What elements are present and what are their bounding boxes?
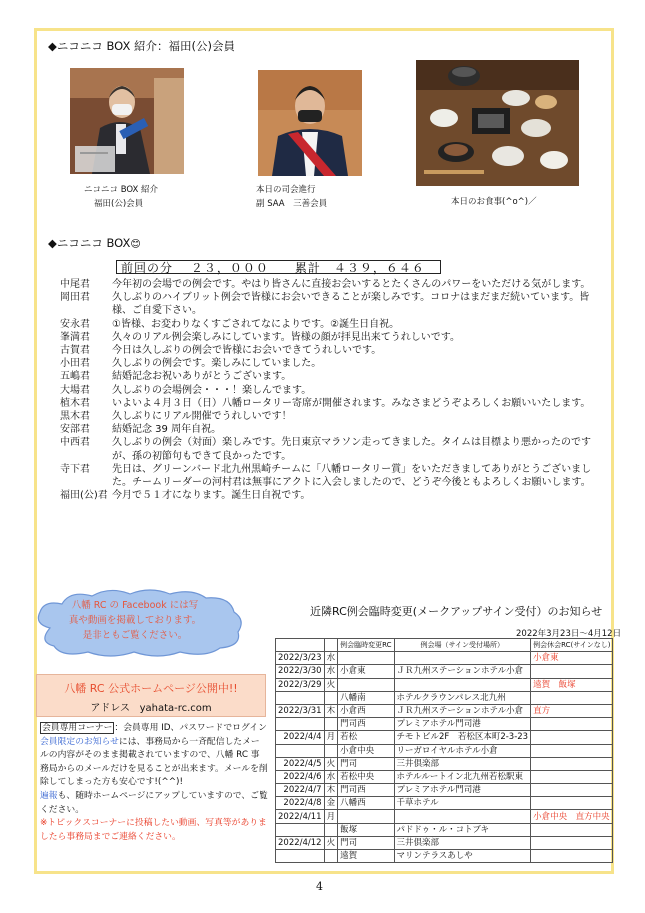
member-message: 結婚記念お祝いありがとうございます。 xyxy=(112,371,292,383)
member-name: 福田(公)君 xyxy=(60,490,108,502)
row-date xyxy=(276,718,325,731)
row-closed: 遠賀 飯塚 xyxy=(531,678,613,691)
table-row xyxy=(276,797,613,810)
members-notice-link[interactable]: 会員限定のお知らせ xyxy=(40,736,119,747)
row-club: 八幡西 xyxy=(338,797,394,810)
list-item xyxy=(60,357,600,370)
row-date: 2022/4/4 xyxy=(276,731,325,744)
member-name: 五嶋君 xyxy=(60,371,90,383)
photo1-caption-line1: ニコニコ BOX 紹介 xyxy=(84,185,159,195)
row-club xyxy=(338,652,394,665)
table-row xyxy=(276,810,613,823)
row-weekday xyxy=(324,744,338,757)
row-date xyxy=(276,850,325,863)
row-date: 2022/4/8 xyxy=(276,797,325,810)
bulletin-link[interactable]: 遍報 xyxy=(40,790,58,801)
member-message: 今月で５１才になります。誕生日自祝です。 xyxy=(112,490,311,502)
row-closed: 小倉中央 直方中央 xyxy=(531,810,613,823)
row-closed: 小倉東 xyxy=(531,652,613,665)
row-club: 飯塚 xyxy=(338,823,394,836)
row-closed xyxy=(531,836,613,849)
row-weekday: 月 xyxy=(324,731,338,744)
row-club: 門司西 xyxy=(338,784,394,797)
row-venue: ホテルクラウンパレス北九州 xyxy=(394,691,531,704)
list-item xyxy=(60,423,600,436)
members-text3: も、随時ホームページにアップしていますので、ご覧ください。 xyxy=(40,790,268,815)
row-club xyxy=(338,678,394,691)
row-weekday xyxy=(324,850,338,863)
row-weekday: 水 xyxy=(324,770,338,783)
row-weekday xyxy=(324,718,338,731)
meal-photo xyxy=(416,60,579,186)
row-date: 2022/3/31 xyxy=(276,704,325,717)
facebook-line3: 是非ともご覧ください。 xyxy=(82,630,188,641)
speaker-photo xyxy=(70,68,184,174)
row-date: 2022/3/23 xyxy=(276,652,325,665)
row-club: 小倉中央 xyxy=(338,744,394,757)
row-date: 2022/4/6 xyxy=(276,770,325,783)
row-venue xyxy=(394,810,531,823)
row-club: 若松 xyxy=(338,731,394,744)
row-closed xyxy=(531,665,613,678)
row-venue: マリンテラスあしや xyxy=(394,850,531,863)
table-row xyxy=(276,691,613,704)
list-item xyxy=(60,291,600,317)
row-venue: 三井倶楽部 xyxy=(394,836,531,849)
row-club: 若松中央 xyxy=(338,770,394,783)
row-weekday: 火 xyxy=(324,836,338,849)
photo2-caption-line1: 本日の司会進行 xyxy=(256,185,316,195)
row-closed xyxy=(531,823,613,836)
table-row xyxy=(276,731,613,744)
facebook-line1: 八幡 RC の Facebook には写 xyxy=(71,600,199,611)
row-venue: 千草ホテル xyxy=(394,797,531,810)
member-message: 結婚記念 39 周年自祝。 xyxy=(112,424,222,436)
member-name: 中西君 xyxy=(60,437,90,449)
row-club: 門司 xyxy=(338,757,394,770)
row-venue: ＪＲ九州ステーションホテル小倉 xyxy=(394,665,531,678)
member-name: 大場君 xyxy=(60,384,90,396)
schedule-period: 2022年3月23日～4月12日 xyxy=(516,629,622,639)
table-header-row xyxy=(276,639,613,652)
table-row xyxy=(276,652,613,665)
row-closed xyxy=(531,784,613,797)
members-text1: ：会員専用 ID、パスワードでログイン xyxy=(114,723,267,733)
homepage-url-link[interactable]: yahata-rc.com xyxy=(139,703,212,714)
member-name: 植木君 xyxy=(60,397,90,409)
table-row xyxy=(276,823,613,836)
row-club: 小倉東 xyxy=(338,665,394,678)
totals-box: 前回の分 ２３，０００ 累計 ４３９，６４６ xyxy=(116,260,441,274)
schedule-title: 近隣RC例会臨時変更(メークアップサイン受付）のお知らせ xyxy=(310,605,603,618)
row-venue: チモトビル2F 若松区本町2-3-23 xyxy=(394,731,531,744)
header-weekday xyxy=(324,639,338,652)
list-item xyxy=(60,278,600,291)
member-message: 久しぶりのハイブリット例会で皆様にお会いできることが楽しみです。コロナはまだまだ続いています。皆様、ご自愛下さい。 xyxy=(112,292,590,317)
row-weekday: 木 xyxy=(324,704,338,717)
row-weekday: 水 xyxy=(324,652,338,665)
table-row xyxy=(276,718,613,731)
row-closed xyxy=(531,797,613,810)
row-venue: プレミアホテル門司港 xyxy=(394,718,531,731)
list-item xyxy=(60,331,600,344)
photo3-caption: 本日のお食事(^o^)／ xyxy=(451,197,537,207)
row-closed xyxy=(531,770,613,783)
member-name: 黒木君 xyxy=(60,411,90,423)
row-date: 2022/4/11 xyxy=(276,810,325,823)
section-title-nikoniko-box xyxy=(48,235,141,251)
header-closed: 例会休会RC(サインなし) xyxy=(531,639,613,652)
table-row xyxy=(276,678,613,691)
address-label: アドレス xyxy=(90,703,131,714)
row-venue xyxy=(394,652,531,665)
row-venue: リーガロイヤルホテル小倉 xyxy=(394,744,531,757)
photo2-caption-line2: 副 SAA 三善会員 xyxy=(256,199,328,209)
row-venue: ＪＲ九州ステーションホテル小倉 xyxy=(394,704,531,717)
facebook-notice xyxy=(45,598,225,643)
table-row xyxy=(276,784,613,797)
row-closed: 直方 xyxy=(531,704,613,717)
row-closed xyxy=(531,757,613,770)
list-item xyxy=(60,410,600,423)
row-date: 2022/4/7 xyxy=(276,784,325,797)
list-item xyxy=(60,384,600,397)
member-name: 安部君 xyxy=(60,424,90,436)
row-date: 2022/3/29 xyxy=(276,678,325,691)
member-name: 中尾君 xyxy=(60,279,90,290)
row-weekday: 金 xyxy=(324,797,338,810)
row-date xyxy=(276,744,325,757)
table-row xyxy=(276,850,613,863)
row-closed xyxy=(531,731,613,744)
row-date: 2022/4/12 xyxy=(276,836,325,849)
member-name: 安永君 xyxy=(60,318,90,330)
row-closed xyxy=(531,744,613,757)
member-name: 古賀君 xyxy=(60,345,90,357)
member-name: 寺下君 xyxy=(60,463,90,475)
homepage-title: 八幡 RC 公式ホームページ公開中!! xyxy=(64,682,238,695)
row-venue: プレミアホテル門司港 xyxy=(394,784,531,797)
row-club: 門司西 xyxy=(338,718,394,731)
member-message: 久しぶりの例会です。楽しみにしていました。 xyxy=(112,358,322,370)
member-message: 先日は、グリーンバード北九州黒崎チームに「八幡ロータリー賞」をいただきましてありがとうございました。チームリーダーの河村君は無事にアクトに入会しましたので、どうぞ今後ともよろしくお願いします。 xyxy=(112,463,592,489)
member-message: 久々のリアル例会楽しみにしています。皆様の顔が拝見出来てうれしいです。 xyxy=(112,331,460,343)
members-text2: には、事務局から一斉配信したメールの内容がそのまま掲載されていますので、八幡 RC 事務局からのメールだけを見ることが出来ます。メールを削除してしまった方も安心です!(^^)! xyxy=(40,736,268,788)
row-closed xyxy=(531,718,613,731)
row-weekday xyxy=(324,823,338,836)
member-message: 今年初の会場での例会です。やはり皆さんに直接お会いするとたくさんのパワーをいただける気がします。 xyxy=(112,279,591,290)
homepage-banner xyxy=(36,674,266,717)
row-club: 遠賀 xyxy=(338,850,394,863)
table-row xyxy=(276,757,613,770)
members-notice xyxy=(40,722,268,844)
header-venue: 例会場（サイン受付場所） xyxy=(394,639,531,652)
list-item xyxy=(60,397,600,410)
table-row xyxy=(276,836,613,849)
row-weekday: 水 xyxy=(324,665,338,678)
row-weekday: 火 xyxy=(324,757,338,770)
row-weekday: 月 xyxy=(324,810,338,823)
member-message: ①皆様、お変わりなくすごされてなによりです。②誕生日自祝。 xyxy=(112,318,400,330)
row-club: 門司 xyxy=(338,836,394,849)
member-message: いよいよ４月３日（日）八幡ロータリー寄席が開催されます。みなさまどうぞよろしくお願いいたします。 xyxy=(112,397,591,409)
list-item xyxy=(60,370,600,383)
homepage-address-row xyxy=(37,699,265,714)
mc-photo xyxy=(258,70,362,176)
facebook-line2: 真や動画を掲載しております。 xyxy=(68,615,202,626)
table-row xyxy=(276,770,613,783)
list-item xyxy=(60,436,600,462)
list-item xyxy=(60,344,600,357)
header-date xyxy=(276,639,325,652)
row-weekday xyxy=(324,691,338,704)
member-message: 久しぶりの例会（対面）楽しみです。先日東京マラソン走ってきました。タイムは目標より悪かったのですが、孫の初節句もできて良かったです。 xyxy=(112,437,591,462)
row-club: 小倉西 xyxy=(338,704,394,717)
section-title-intro: ◆ニコニコ BOX 紹介：福田(公)会員 xyxy=(48,39,236,53)
row-date: 2022/4/5 xyxy=(276,757,325,770)
member-name: 岡田君 xyxy=(60,292,90,304)
table-row xyxy=(276,665,613,678)
section-title-text: ◆ニコニコ BOX xyxy=(48,236,131,250)
row-venue: ホテルルートイン北九州若松駅東 xyxy=(394,770,531,783)
topics-notice: ※トピックスコーナーに投稿したい動画、写真等がありましたら事務局までご連絡ください。 xyxy=(40,818,267,842)
row-venue: パドドゥ・ル・コトブキ xyxy=(394,823,531,836)
page-number: 4 xyxy=(316,880,323,893)
list-item xyxy=(60,489,600,502)
members-corner-label: 会員専用コーナー xyxy=(42,723,113,733)
member-name: 峯満君 xyxy=(60,331,90,343)
list-item xyxy=(60,318,600,331)
row-closed xyxy=(531,691,613,704)
list-item xyxy=(60,463,600,489)
row-club xyxy=(338,810,394,823)
member-message: 久しぶりの会場例会・・・！楽しんでます。 xyxy=(112,384,312,396)
row-date: 2022/3/30 xyxy=(276,665,325,678)
member-message: 久しぶりにリアル開催でうれしいです！ xyxy=(112,411,292,423)
row-club: 八幡南 xyxy=(338,691,394,704)
row-closed xyxy=(531,850,613,863)
table-row xyxy=(276,744,613,757)
row-weekday: 木 xyxy=(324,784,338,797)
photo1-caption-line2: 福田(公)会員 xyxy=(94,199,144,209)
header-club: 例会臨時変更RC xyxy=(338,639,394,652)
row-weekday: 火 xyxy=(324,678,338,691)
row-date xyxy=(276,823,325,836)
message-list xyxy=(60,278,600,502)
member-name: 小田君 xyxy=(60,358,90,370)
table-row xyxy=(276,704,613,717)
row-date xyxy=(276,691,325,704)
schedule-table xyxy=(275,638,613,863)
row-venue xyxy=(394,678,531,691)
member-message: 今日は久しぶりの例会で皆様にお会いできてうれしいです。 xyxy=(112,345,382,357)
smiley-icon: 😊 xyxy=(130,239,141,250)
row-venue: 三井倶楽部 xyxy=(394,757,531,770)
